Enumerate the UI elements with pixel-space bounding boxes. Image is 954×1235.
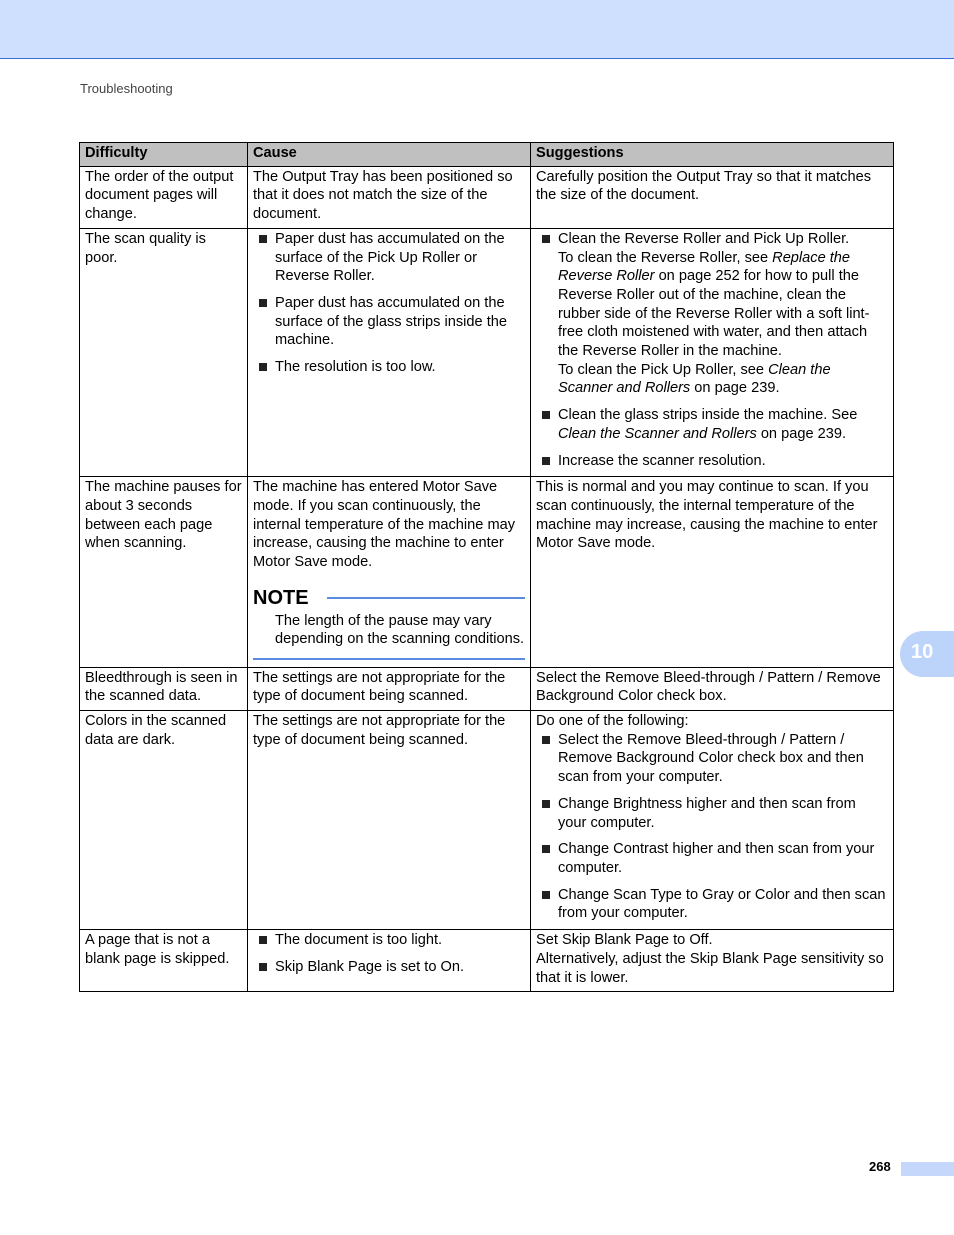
bullet-square-icon <box>259 363 267 371</box>
cause-text: Paper dust has accumulated on the surface of the Pick Up Roller or Reverse Roller. <box>275 230 505 285</box>
suggestion-text: on page 239. <box>690 380 780 397</box>
list-item <box>536 795 888 832</box>
difficulty-cell: A page that is not a blank page is skipped. <box>80 930 248 992</box>
suggestion-intro: Do one of the following: <box>536 713 689 730</box>
bullet-square-icon <box>542 891 550 899</box>
cause-cell <box>248 930 531 992</box>
list-item <box>253 294 525 350</box>
cause-text: Skip Blank Page is set to On. <box>275 958 465 975</box>
cause-text: Paper dust has accumulated on the surface of the glass strips inside the machine. <box>275 294 507 349</box>
suggestion-list <box>536 230 888 470</box>
list-item <box>536 731 888 787</box>
suggestion-text: To clean the Pick Up Roller, see <box>558 361 769 378</box>
cause-text: The document is too light. <box>275 932 443 949</box>
suggestion-text: Set Skip Blank Page to Off. <box>536 932 713 949</box>
suggestion-text: Clean the Reverse Roller and Pick Up Roller. <box>558 230 850 247</box>
cause-cell <box>248 228 531 476</box>
column-header-cause: Cause <box>248 143 531 167</box>
page-number: 268 <box>869 1159 891 1174</box>
suggestion-list <box>536 731 888 923</box>
table-header-row <box>80 143 894 167</box>
cause-cell: The Output Tray has been positioned so that it does not match the size of the document. <box>248 166 531 228</box>
note-title: NOTE <box>253 586 309 609</box>
note-header <box>253 586 525 610</box>
suggestion-text: Clean the glass strips inside the machine. See <box>558 407 858 424</box>
difficulty-cell: The order of the output document pages will change. <box>80 166 248 228</box>
chapter-number: 10 <box>911 641 934 663</box>
bullet-square-icon <box>259 299 267 307</box>
cause-list <box>253 230 525 377</box>
difficulty-cell: The scan quality is poor. <box>80 228 248 476</box>
list-item <box>253 958 525 977</box>
table-row <box>80 228 894 476</box>
list-item <box>536 230 888 398</box>
table-row <box>80 711 894 930</box>
difficulty-cell: Colors in the scanned data are dark. <box>80 711 248 930</box>
bullet-square-icon <box>542 235 550 243</box>
bullet-square-icon <box>542 800 550 808</box>
bullet-square-icon <box>259 235 267 243</box>
header-band <box>0 0 954 59</box>
cause-cell <box>248 477 531 667</box>
suggestion-text: Alternatively, adjust the Skip Blank Page sensitivity so that it is lower. <box>536 950 884 986</box>
table-row <box>80 930 894 992</box>
cause-cell: The settings are not appropriate for the type of document being scanned. <box>248 711 531 930</box>
section-title: Troubleshooting <box>80 81 173 96</box>
list-item <box>253 358 525 377</box>
note-text: The length of the pause may vary depending on the scanning conditions. <box>275 612 525 648</box>
cause-text: The machine has entered Motor Save mode. If you scan continuously, the internal temperature of the machine may increase, causing the machine to enter Motor Save mode. <box>253 479 516 571</box>
suggestion-cell: Select the Remove Bleed-through / Pattern / Remove Background Color check box. <box>531 667 894 710</box>
note-divider <box>253 658 525 660</box>
suggestion-text: Change Brightness higher and then scan from your computer. <box>558 795 856 831</box>
cause-list <box>253 931 525 976</box>
column-header-difficulty: Difficulty <box>80 143 248 167</box>
suggestion-text: on page 239. <box>756 425 847 442</box>
suggestion-text: Change Contrast higher and then scan from your computer. <box>558 841 875 876</box>
list-item <box>253 230 525 286</box>
bullet-square-icon <box>259 936 267 944</box>
suggestion-cell: Carefully position the Output Tray so that it matches the size of the document. <box>531 166 894 228</box>
suggestion-cell <box>531 930 894 992</box>
suggestion-text: on page 252 for how to pull the Reverse Roller out of the machine, clean the rubber side of the Reverse Roller with a soft lint-free cloth moistened with water, and then attach the Reverse Roller in the machine. <box>558 268 870 360</box>
link-clean-scanner-rollers[interactable]: Clean the Scanner and Rollers <box>558 425 757 442</box>
note-divider <box>327 597 525 599</box>
suggestion-text: Increase the scanner resolution. <box>558 452 766 469</box>
suggestion-text: To clean the Reverse Roller, see <box>558 249 773 266</box>
table-row <box>80 667 894 710</box>
suggestion-text: Select the Remove Bleed-through / Pattern / Remove Background Color check box and then scan from your computer. <box>558 731 864 786</box>
troubleshooting-table <box>79 142 894 992</box>
suggestion-text: Change Scan Type to Gray or Color and then scan from your computer. <box>558 886 886 922</box>
list-item <box>536 406 888 443</box>
list-item <box>536 886 888 923</box>
suggestion-cell <box>531 228 894 476</box>
cause-cell: The settings are not appropriate for the type of document being scanned. <box>248 667 531 710</box>
column-header-suggestions: Suggestions <box>531 143 894 167</box>
list-item <box>253 931 525 950</box>
bullet-square-icon <box>542 736 550 744</box>
bullet-square-icon <box>542 457 550 465</box>
cause-text: The resolution is too low. <box>275 359 436 376</box>
page-number-bar <box>901 1162 954 1176</box>
table-row <box>80 166 894 228</box>
bullet-square-icon <box>542 411 550 419</box>
bullet-square-icon <box>259 963 267 971</box>
suggestion-cell <box>531 711 894 930</box>
list-item <box>536 452 888 471</box>
difficulty-cell: Bleedthrough is seen in the scanned data. <box>80 667 248 710</box>
link-clean-scanner-rollers[interactable]: Clean the Scanner and Rollers <box>558 361 831 397</box>
list-item <box>536 840 888 877</box>
difficulty-cell: The machine pauses for about 3 seconds between each page when scanning. <box>80 477 248 667</box>
bullet-square-icon <box>542 845 550 853</box>
link-replace-reverse-roller[interactable]: Replace the Reverse Roller <box>558 249 851 285</box>
table-row <box>80 477 894 667</box>
suggestion-cell: This is normal and you may continue to scan. If you scan continuously, the internal temperature of the machine may increase, causing the machine to enter Motor Save mode. <box>531 477 894 667</box>
